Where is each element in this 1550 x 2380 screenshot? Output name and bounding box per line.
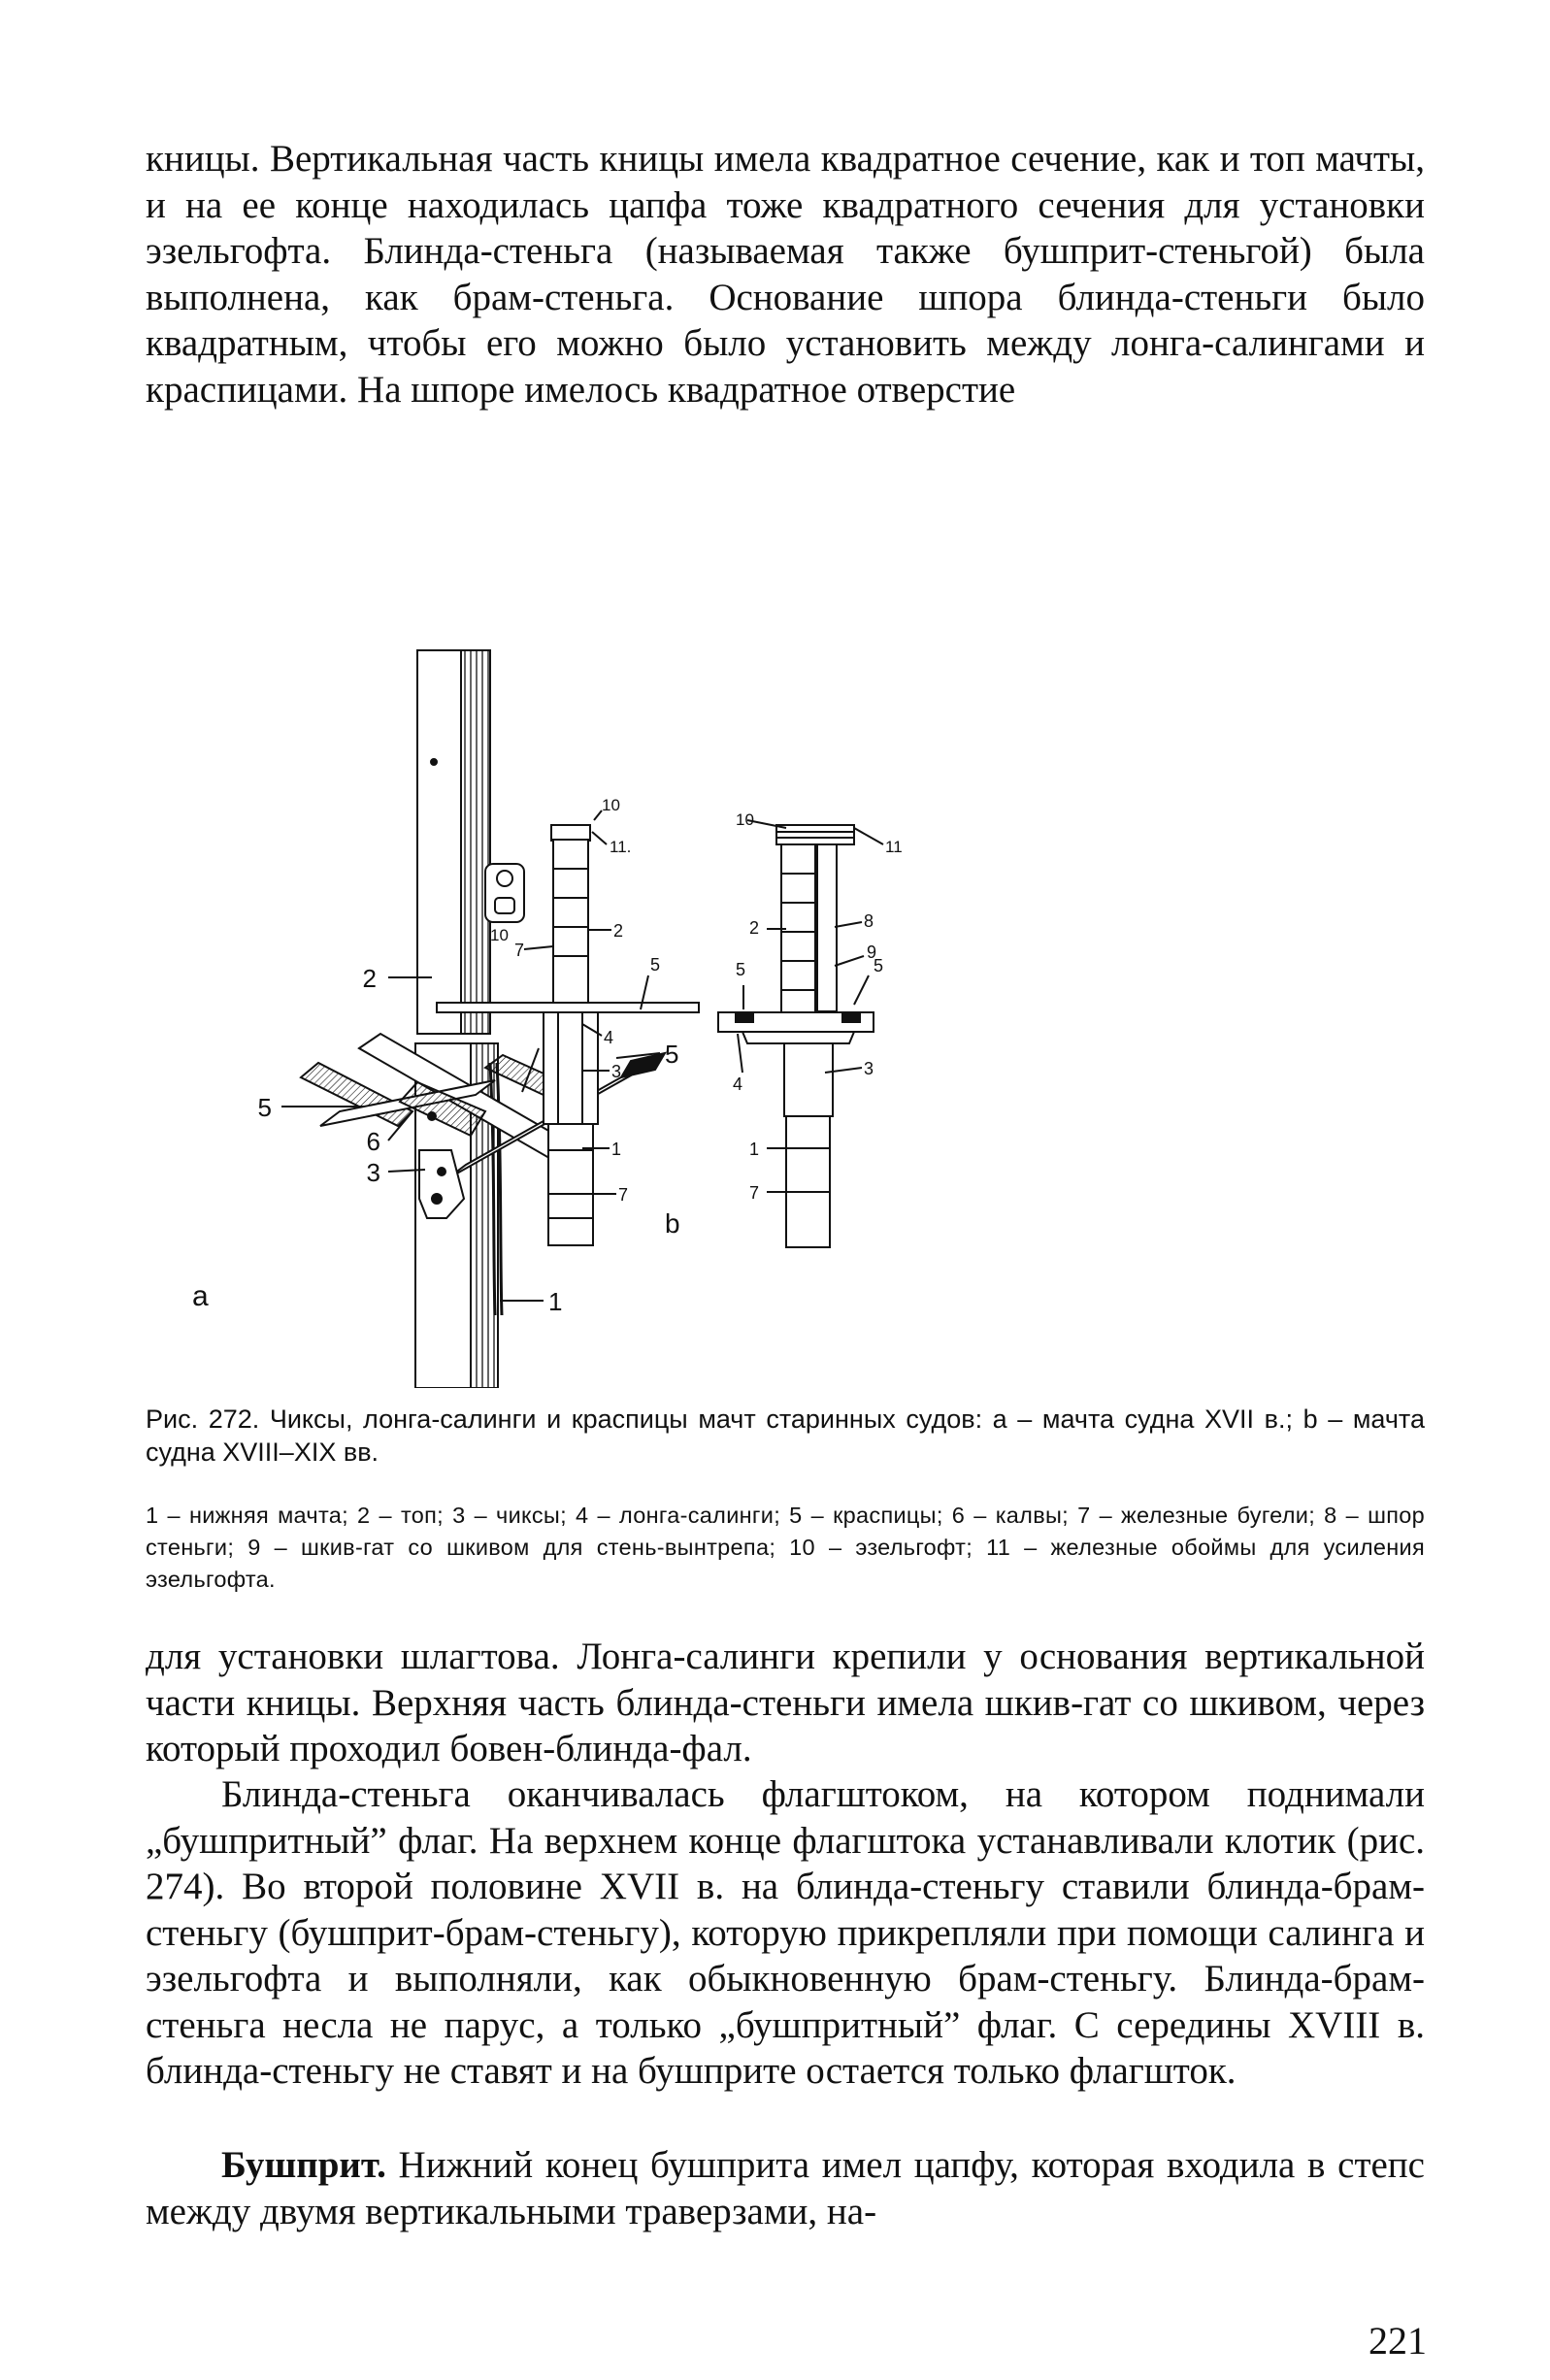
callout-1c: 1: [749, 1140, 760, 1159]
callout-10c: 10: [736, 810, 754, 829]
callout-7c: 7: [749, 1183, 760, 1203]
callout-9: 9: [867, 942, 877, 962]
callout-7: 7: [514, 941, 525, 960]
paragraph-after-2: Блинда-стеньга оканчивалась флагштоком, на котором поднимали „бушпритный” флаг. На верхнем конце флагштока устанавливали клотик (рис. 274). Во второй половине XVII в. на блинда-стеньгу ставили блинда-брам-стеньгу (бушприт-брам-стеньгу), которую прикрепляли при помощи салинга и эзельгофта и выполняли, как обыкновенную брам-стеньгу. Блинда-брам-стеньга несла не парус, а только „бушпритный” флаг. С середины XVIII в. блинда-стеньгу не ставят и на бушприте остается только флагшток.: [146, 1773, 1425, 2092]
panel-a-drawing: [281, 650, 665, 1388]
callout-1: 1: [548, 1287, 563, 1316]
callout-5c: 5: [650, 955, 661, 975]
callout-2b: 2: [613, 921, 624, 941]
callout-11: 11.: [610, 838, 632, 856]
paragraph-after-3-body: Нижний конец бушприта имел цапфу, которая входила в степс между двумя вертикальными траверзами, на-: [146, 2144, 1425, 2232]
callout-3: 3: [366, 1158, 380, 1187]
callout-10: 10: [602, 796, 620, 814]
panel-a-label: a: [192, 1280, 209, 1312]
callout-6: 6: [366, 1127, 380, 1156]
paragraph-top: кницы. Вертикальная часть кницы имела квадратное сечение, как и топ мачты, и на ее конце находилась цапфа тоже квадратного сечения для установки эзельгофта. Блинда-стеньга (называемая также бушприт-стеньгой) была выполнена, как брам-стеньга. Основание шпора блинда-стеньги было квадратным, чтобы его можно было установить между лонга-салингами и краспицами. На шпоре имелось квадратное отверстие: [146, 138, 1425, 411]
section-heading-bowsprit: Бушприт.: [221, 2144, 386, 2186]
callout-5: 5: [257, 1093, 272, 1122]
callout-2c: 2: [749, 918, 760, 938]
panel-b-mast-front: [718, 820, 883, 1247]
callout-4b: 4: [604, 1028, 614, 1047]
figure-272: [155, 480, 1436, 1388]
paragraph-after-1: для установки шлагтова. Лонга-салинги крепили у основания вертикальной части кницы. Верхняя часть блинда-стеньги имела шкив-гат со шкивом, через который проходил бовен-блинда-фал.: [146, 1636, 1425, 1769]
figure-legend: 1 – нижняя мачта; 2 – топ; 3 – чиксы; 4 – лонга-салинги; 5 – краспицы; 6 – калвы; 7 – железные бугели; 8 – шпор стеньги; 9 – шкив-гат со шкивом для стень-вынтрепа; 10 – эзельгофт; 11 – железные обоймы для усиления эзельгофта.: [146, 1503, 1425, 1592]
page-number: 221: [1369, 2319, 1427, 2363]
callout-10b: 10: [490, 926, 509, 944]
figure-caption: Рис. 272. Чиксы, лонга-салинги и краспицы мачт старинных судов: а – мачта судна XVII в.; b – мачта судна XVIII–XIX вв.: [146, 1405, 1425, 1467]
callout-5b: 5: [665, 1040, 679, 1069]
callout-4c: 4: [733, 1074, 743, 1094]
panel-b-label: b: [665, 1208, 680, 1239]
callout-5e: 5: [736, 960, 746, 979]
callout-11b: 11: [885, 838, 903, 856]
callout-1b: 1: [611, 1140, 622, 1159]
callout-2: 2: [362, 964, 377, 993]
callout-5d: 5: [874, 956, 884, 975]
callout-7b: 7: [618, 1185, 629, 1205]
paragraph-after-3: [146, 2142, 1425, 2234]
callout-3b: 3: [611, 1062, 622, 1081]
callout-3c: 3: [864, 1059, 874, 1078]
callout-8: 8: [864, 911, 874, 931]
